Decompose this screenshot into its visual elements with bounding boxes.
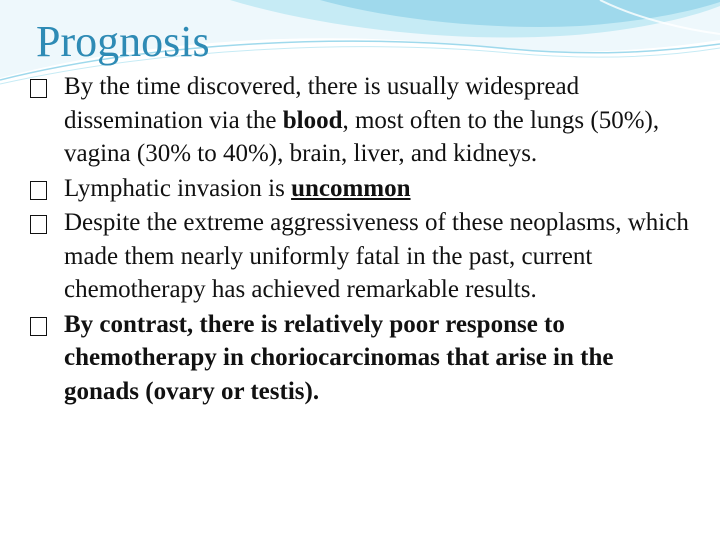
bullet-item-lymphatic xyxy=(30,172,690,206)
bullet-item-chemotherapy xyxy=(30,206,690,307)
bullet-text: , most often to the lungs (50%), vagina (30% to 40%), brain, liver, and kidneys. xyxy=(64,106,660,167)
bullet-list xyxy=(30,70,690,408)
bullet-item-contrast xyxy=(30,308,690,409)
empty-square-icon xyxy=(30,181,47,200)
bullet-bold-text: blood xyxy=(282,106,343,134)
bullet-bold-text: By contrast, there is relatively poor response to chemotherapy in choriocarcinomas that arise in the gonads (ovary or testis). xyxy=(64,310,614,405)
bullet-underlined-text: uncommon xyxy=(291,174,411,202)
bullet-text: Lymphatic invasion is xyxy=(64,174,292,202)
bullet-text: Despite the extreme aggressiveness of these neoplasms, which made them nearly uniformly fatal in the past, current chemotherapy has achieved remarkable results. xyxy=(64,209,689,303)
empty-square-icon xyxy=(30,317,47,336)
bullet-text: By the time discovered, there is usually widespread dissemination via the xyxy=(64,73,580,134)
bullet-item-dissemination xyxy=(30,70,690,171)
slide-title: Prognosis xyxy=(36,17,210,66)
empty-square-icon xyxy=(30,215,47,234)
empty-square-icon xyxy=(30,79,47,98)
